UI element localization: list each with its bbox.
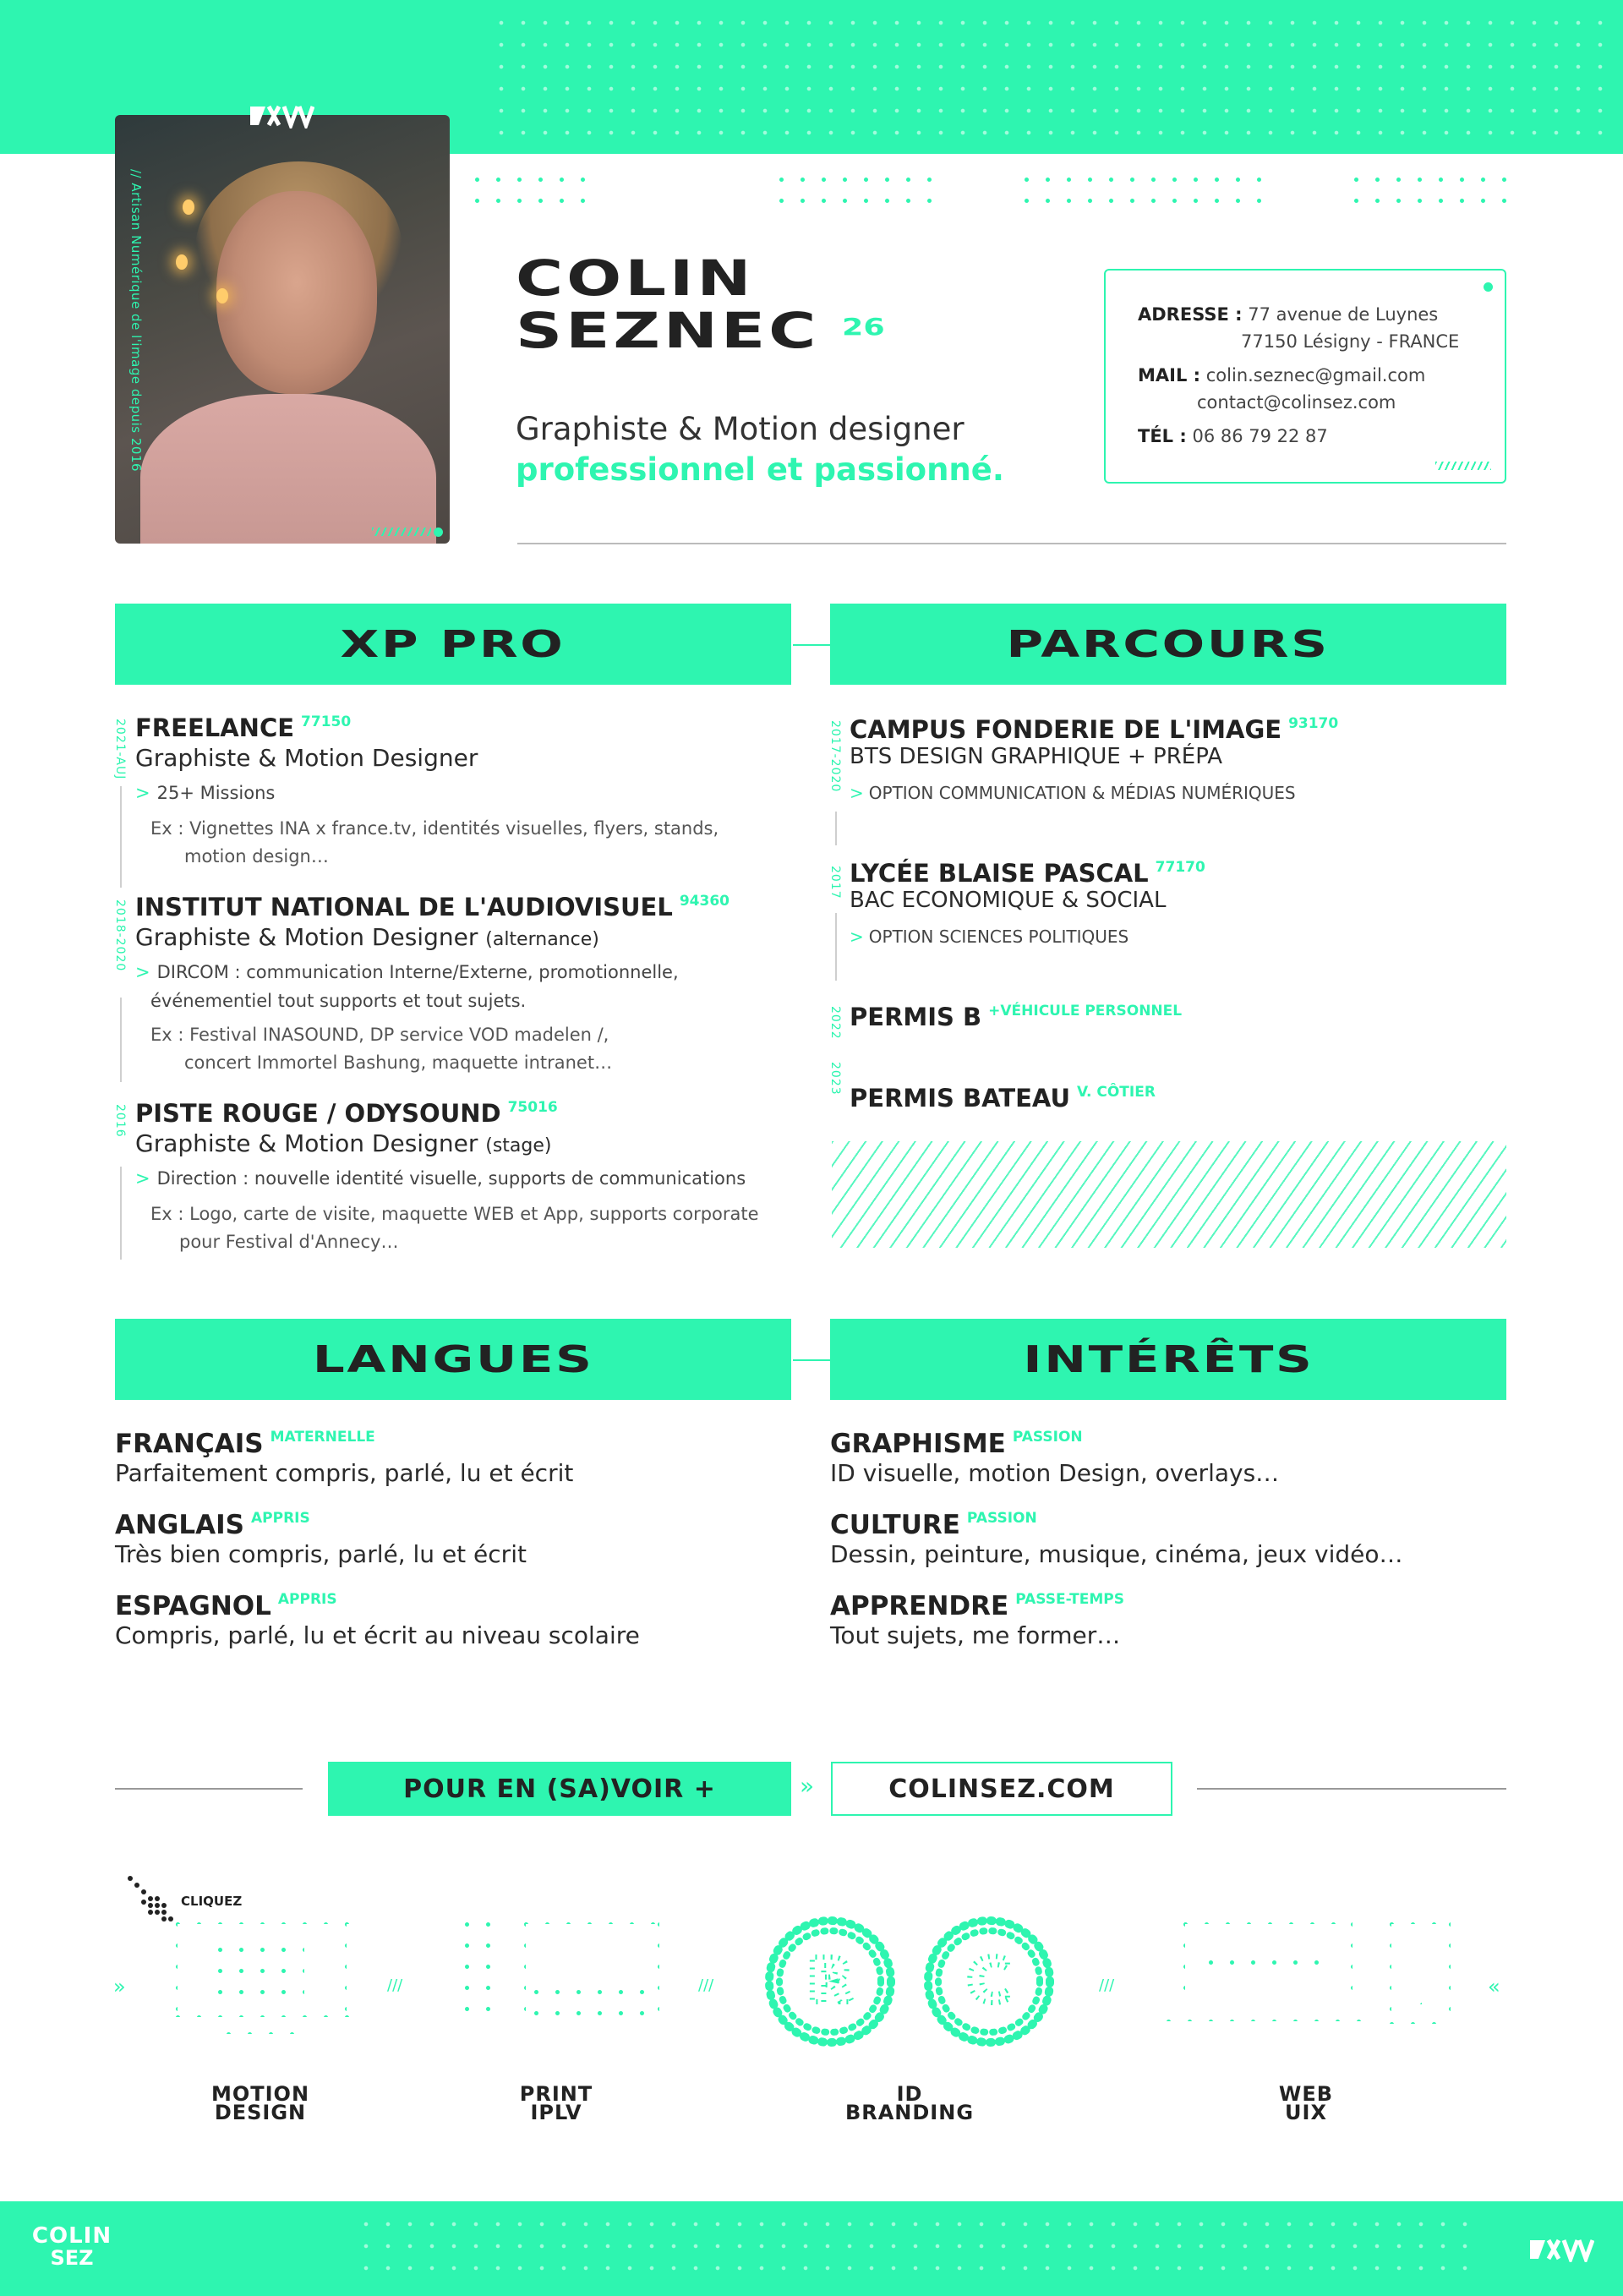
separator-hatch: ///: [698, 1976, 714, 1994]
footer-logo: COLIN SEZ: [31, 2223, 112, 2270]
timeline-line: [120, 998, 122, 1082]
more-info-button[interactable]: POUR EN (SA)VOIR +: [328, 1762, 791, 1816]
interest-desc: ID visuelle, motion Design, overlays…: [830, 1459, 1280, 1487]
right-double-arrow-icon: «: [1488, 1975, 1500, 1998]
xp-year: 2021-AUJ: [113, 719, 127, 780]
parcours-year: 2022: [828, 1006, 842, 1040]
id-branding-icon[interactable]: [761, 1912, 1065, 2056]
parcours-title: LYCÉE BLAISE PASCAL $^{77170}$: [850, 859, 1205, 888]
language-desc: Très bien compris, parlé, lu et écrit: [115, 1540, 527, 1568]
xp-bullet: > Direction : nouvelle identité visuelle, supports de communications: [135, 1168, 746, 1189]
xp-bullet: > DIRCOM : communication Interne/Externe, promotionnelle,: [135, 962, 679, 982]
parcours-year: 2017: [828, 866, 842, 899]
header-dot-rows: [467, 169, 1506, 220]
contact-card: [1104, 269, 1506, 484]
xp-bullet: > 25+ Missions: [135, 783, 276, 803]
photo-dot: [434, 528, 443, 537]
tagline-accent: professionnel et passionné.: [516, 451, 1004, 488]
language-desc: Parfaitement compris, parlé, lu et écrit: [115, 1459, 574, 1487]
address-label: ADRESSE :: [1138, 304, 1243, 325]
interest-name: CULTURE $^{PASSION}$: [830, 1510, 1037, 1540]
parcours-option: > OPTION SCIENCES POLITIQUES: [850, 927, 1129, 947]
timeline-line: [835, 812, 837, 845]
profile-photo: [115, 115, 450, 544]
website-link[interactable]: COLINSEZ.COM: [831, 1762, 1172, 1816]
photo-hatch: [372, 528, 431, 536]
print-icon[interactable]: [456, 1914, 659, 2049]
mail-secondary-link[interactable]: contact@colinsez.com: [1197, 392, 1396, 413]
language-desc: Compris, parlé, lu et écrit au niveau scolaire: [115, 1621, 640, 1649]
parcours-year: 2017-2020: [828, 720, 842, 793]
motion-design-icon[interactable]: [167, 1914, 353, 2049]
heading-connector: [793, 1359, 832, 1361]
web-ux-label: WEB UIX: [1278, 2082, 1334, 2124]
xp-bullet-cont: événementiel tout supports et tout sujets.: [150, 991, 527, 1011]
xp-heading: XP PRO: [115, 604, 791, 685]
web-ux-icon[interactable]: [1158, 1914, 1454, 2058]
parcours-heading: PARCOURS: [830, 604, 1506, 685]
separator-hatch: ///: [387, 1976, 403, 1994]
xp-title: INSTITUT NATIONAL DE L'AUDIOVISUEL $^{94360}$: [135, 893, 730, 921]
timeline-line: [120, 1167, 122, 1260]
hatch-decoration: [832, 1141, 1506, 1248]
xp-role: Graphiste & Motion Designer: [135, 744, 478, 772]
interest-desc: Dessin, peinture, musique, cinéma, jeux vidéo…: [830, 1540, 1403, 1568]
parcours-option: > OPTION COMMUNICATION & MÉDIAS NUMÉRIQUES: [850, 783, 1296, 803]
interest-name: GRAPHISME $^{PASSION}$: [830, 1429, 1083, 1459]
mail-primary-link[interactable]: colin.seznec@gmail.com: [1205, 365, 1426, 385]
heading-connector: [793, 644, 832, 646]
xp-year: 2016: [113, 1104, 127, 1138]
link-rule-left: [115, 1788, 303, 1790]
tel-number[interactable]: 06 86 79 22 87: [1192, 426, 1328, 446]
timeline-line: [835, 913, 837, 981]
parcours-subtitle: BAC ECONOMIQUE & SOCIAL: [850, 888, 1167, 913]
interest-name: APPRENDRE $^{PASSE-TEMPS}$: [830, 1591, 1124, 1621]
click-label: CLIQUEZ: [181, 1894, 243, 1909]
candidate-name: COLIN SEZNEC: [516, 249, 820, 359]
age-badge: 26: [842, 313, 885, 341]
xp-role: Graphiste & Motion Designer (alternance): [135, 923, 599, 951]
separator-hatch: ///: [1099, 1976, 1115, 1994]
svg-text:C: C: [966, 1945, 1012, 2016]
timeline-line: [120, 786, 122, 888]
interets-heading: INTÉRÊTS: [830, 1319, 1506, 1400]
motion-design-label: MOTION DESIGN: [210, 2082, 310, 2124]
language-name: FRANÇAIS $^{MATERNELLE}$: [115, 1429, 375, 1459]
parcours-subtitle: BTS DESIGN GRAPHIQUE + PRÉPA: [850, 744, 1223, 769]
monogram-logo-icon: [247, 103, 314, 128]
xp-year: 2018-2020: [113, 899, 127, 972]
langues-heading: LANGUES: [115, 1319, 791, 1400]
parcours-title: PERMIS B $^{+VÉHICULE PERSONNEL}$: [850, 1003, 1183, 1031]
left-double-arrow-icon: »: [113, 1975, 126, 1998]
tel-label: TÉL :: [1138, 426, 1187, 446]
header-divider: [517, 543, 1506, 544]
language-name: ANGLAIS $^{APPRIS}$: [115, 1510, 310, 1540]
address-line1: 77 avenue de Luynes: [1248, 304, 1439, 325]
xp-examples: Ex : Festival INASOUND, DP service VOD madelen /, concert Immortel Bashung, maquette intranet…: [150, 1025, 613, 1073]
xp-examples: Ex : Logo, carte de visite, maquette WEB et App, supports corporate pour Festival d'Annecy…: [150, 1204, 759, 1252]
print-label: PRINT IPLV: [519, 2082, 593, 2124]
address-line2: 77150 Lésigny - FRANCE: [1241, 331, 1460, 352]
xp-title: PISTE ROUGE / ODYSOUND $^{75016}$: [135, 1099, 558, 1128]
double-arrow-icon: »: [800, 1772, 815, 1800]
id-branding-label: ID BRANDING: [844, 2082, 975, 2124]
language-name: ESPAGNOL $^{APPRIS}$: [115, 1591, 337, 1621]
top-dot-pattern: [490, 12, 1606, 139]
interest-desc: Tout sujets, me former…: [830, 1621, 1121, 1649]
xp-title: FREELANCE $^{77150}$: [135, 713, 352, 742]
bottom-dot-pattern: [355, 2213, 1471, 2284]
tagline-main: Graphiste & Motion designer: [516, 411, 965, 447]
link-rule-right: [1197, 1788, 1506, 1790]
xp-examples: Ex : Vignettes INA x france.tv, identités visuelles, flyers, stands, motion design…: [150, 818, 719, 866]
parcours-title: CAMPUS FONDERIE DE L'IMAGE $^{93170}$: [850, 715, 1339, 744]
parcours-title: PERMIS BATEAU $^{V. CÔTIER}$: [850, 1084, 1156, 1112]
parcours-year: 2023: [828, 1062, 842, 1096]
footer-monogram-icon: [1527, 2237, 1594, 2262]
mail-label: MAIL :: [1138, 365, 1201, 385]
svg-text:R: R: [806, 1945, 854, 2016]
photo-caption: // Artisan Numérique de l'image depuis 2016: [128, 169, 144, 473]
xp-role: Graphiste & Motion Designer (stage): [135, 1129, 552, 1157]
